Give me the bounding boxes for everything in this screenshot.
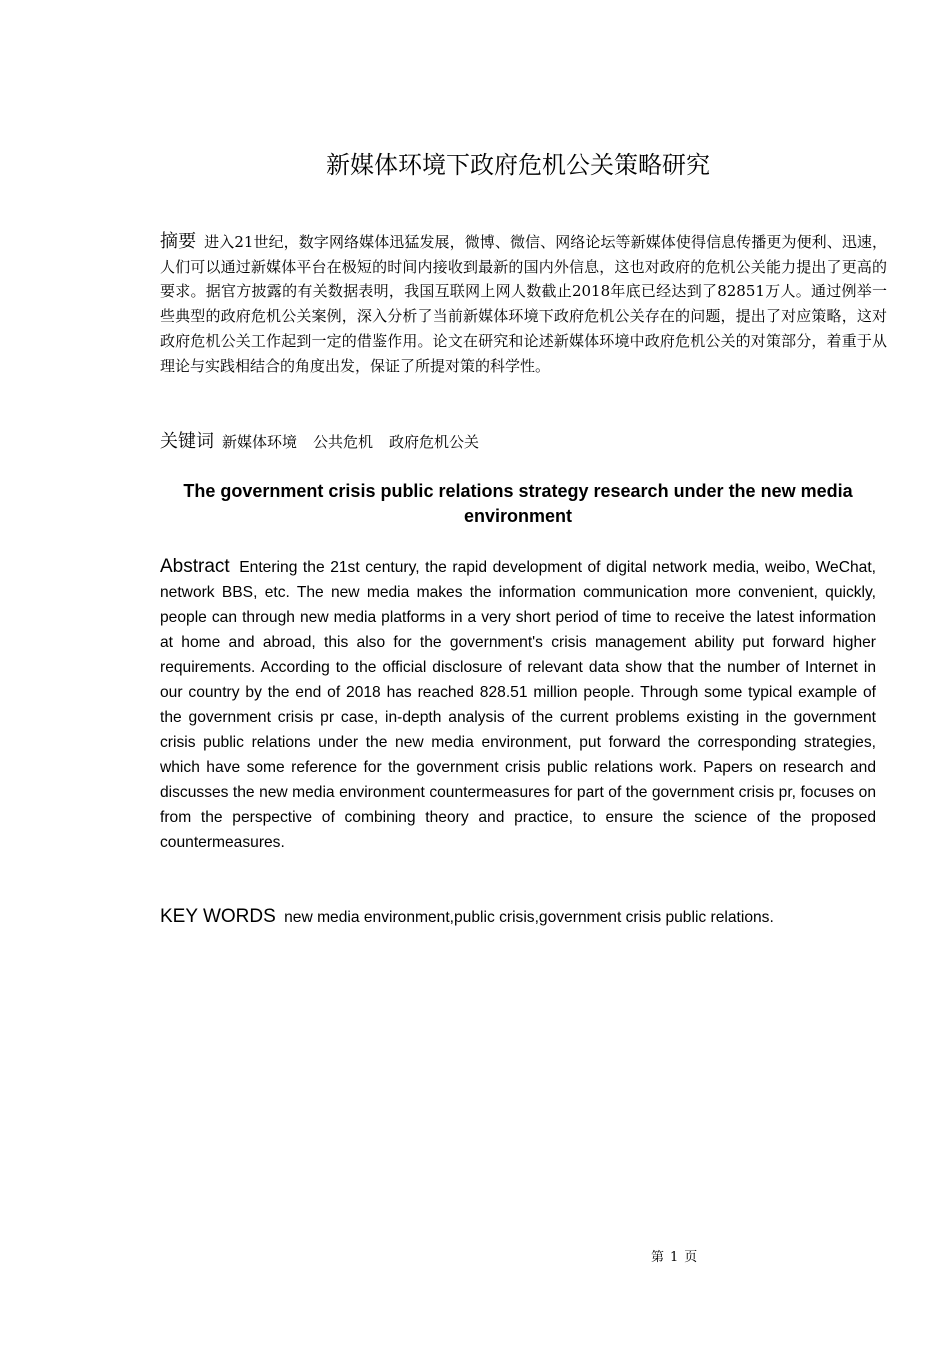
- abstract-cn-text: 进入21世纪，数字网络媒体迅猛发展，微博、微信、网络论坛等新媒体使得信息传播更为便利、迅速，人们可以通过新媒体平台在极短的时间内接收到最新的国内外信息，这也对政府的危机公关能力提出了更高的要求。据官方披露的有关数据表明，我国互联网上网人数截止2018年底已经达到了82851万人。通过例举一些典型的政府危机公关案例，深入分析了当前新媒体环境下政府危机公关存在的问题，提出了对应策略，这对政府危机公关工作起到一定的借鉴作用。论文在研究和论述新媒体环境中政府危机公关的对策部分，着重于从理论与实践相结合的角度出发，保证了所提对策的科学性。: [160, 233, 887, 375]
- keywords-cn: [160, 430, 876, 454]
- footer-prefix: 第: [651, 1250, 665, 1265]
- keywords-en-label: KEY WORDS: [160, 906, 276, 927]
- abstract-en-label: Abstract: [160, 556, 230, 577]
- keyword-cn-item: 政府危机公关: [389, 433, 480, 451]
- abstract-en-text: Entering the 21st century, the rapid development of digital network media, weibo, WeChat, network BBS, etc. The new media makes the information communication more convenient, quickly, people can through new media platforms in a very short period of time to receive the latest information at home and abroad, this also for the government's crisis management ability put forward higher requirements. According to the official disclosure of relevant data show that the number of Internet in our country by the end of 2018 has reached 828.51 million people. Through some typical example of the government crisis pr case, in-depth analysis of the current problems existing in the government crisis public relations under the new media environment, put forward the corresponding strategies, which have some reference for the government crisis public relations work. Papers on research and discusses the new media environment countermeasures for part of the government crisis pr, focuses on from the perspective of combining theory and practice, to ensure the science of the proposed countermeasures.: [160, 559, 876, 851]
- keywords-cn-label: 关键词: [160, 431, 214, 452]
- abstract-cn: [160, 230, 887, 378]
- paper-title-cn: 新媒体环境下政府危机公关策略研究: [326, 151, 710, 179]
- page-number: 1: [670, 1250, 679, 1265]
- keyword-cn-item: 新媒体环境: [222, 433, 298, 451]
- paper-title-en: The government crisis public relations strategy research under the new media environment: [183, 481, 853, 526]
- page-footer: [648, 1248, 700, 1268]
- keywords-en: [160, 904, 876, 930]
- abstract-en: [160, 554, 876, 855]
- keywords-en-text: new media environment,public crisis,government crisis public relations.: [284, 909, 774, 926]
- footer-suffix: 页: [684, 1250, 698, 1265]
- abstract-cn-label: 摘要: [160, 231, 197, 252]
- keyword-cn-item: 公共危机: [313, 433, 374, 451]
